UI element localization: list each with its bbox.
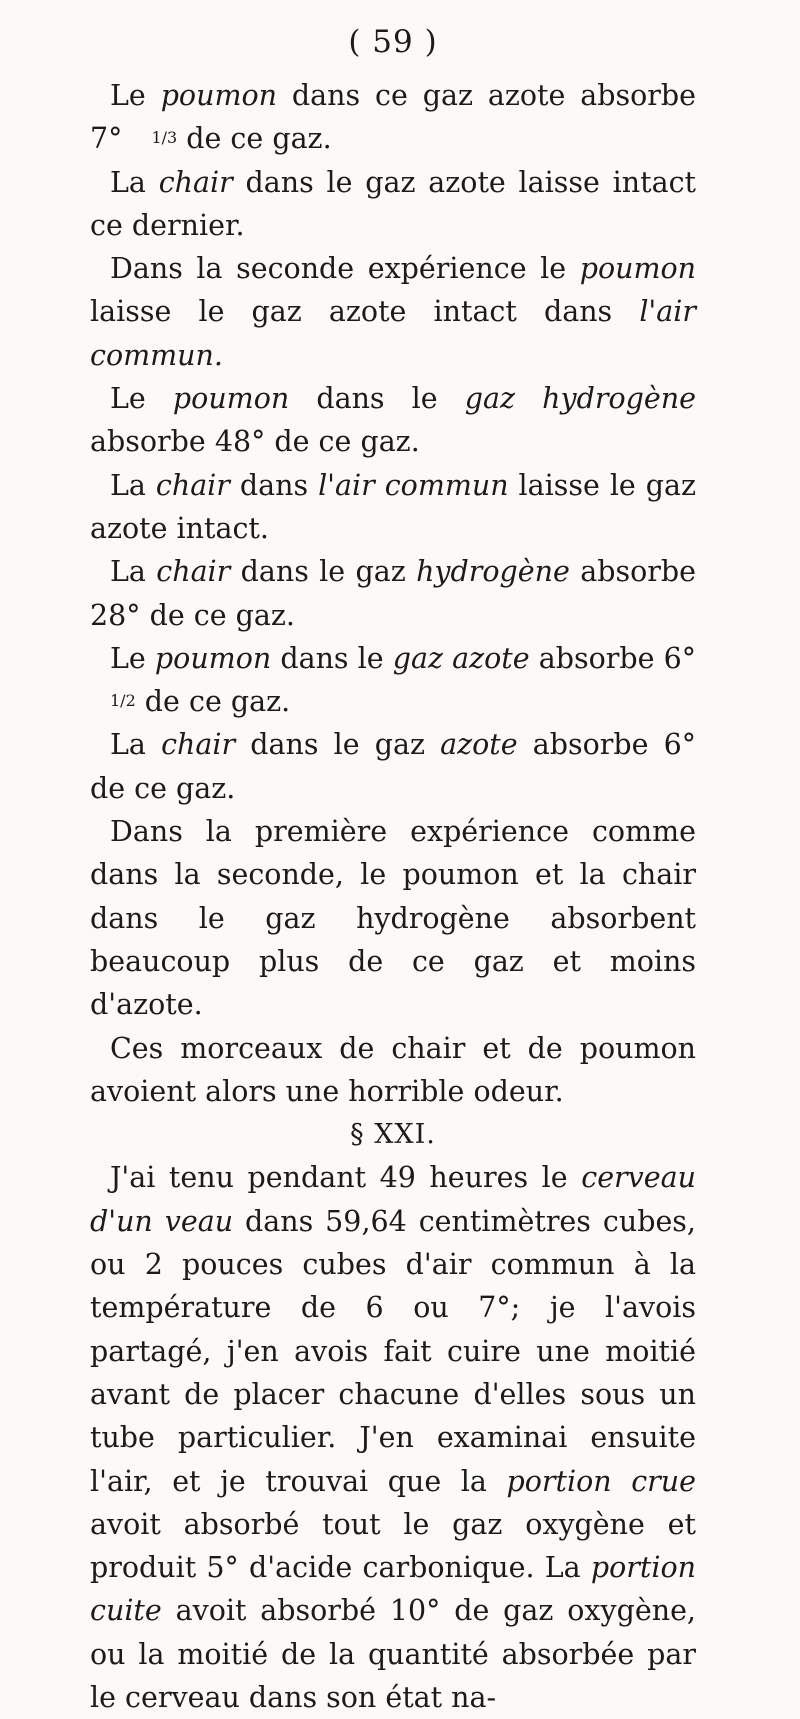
paragraph: [90, 723, 696, 810]
italic-run: gaz hydrogène: [464, 382, 696, 416]
text-run: Dans la seconde expérience le: [110, 252, 580, 286]
paragraph-group-after: [90, 1156, 696, 1719]
text-run: dans ce gaz azote absorbe 7°: [90, 79, 696, 156]
text-run: laisse le gaz azote intact dans: [90, 295, 640, 329]
text-run: absorbe 48° de ce gaz.: [90, 425, 420, 459]
paragraph: [90, 74, 696, 161]
italic-run: poumon: [579, 252, 696, 286]
text-run: dans le: [289, 382, 465, 416]
text-run: Dans la première expérience comme dans la seconde, le poumon et la chair dans le gaz hydrogène absorbent beaucoup plus de ce gaz et moins d'azote.: [90, 815, 696, 1022]
text-run: La: [110, 468, 156, 502]
italic-run: portion crue: [506, 1464, 696, 1498]
paragraph: [90, 377, 696, 464]
paragraph: [90, 637, 696, 724]
text-run: Ces morceaux de chair et de poumon avoient alors une horrible odeur.: [90, 1031, 696, 1108]
text-run: dans: [229, 468, 319, 502]
page-number: ( 59 ): [348, 24, 438, 60]
text-run: La: [110, 555, 157, 589]
italic-run: poumon: [154, 641, 272, 675]
text-run: avoit absorbé tout le gaz oxygène et produit 5° d'acide carbonique. La: [90, 1507, 696, 1585]
paragraph: [90, 1027, 696, 1114]
italic-run: poumon: [172, 382, 290, 416]
text-run: absorbe 28° de ce gaz.: [90, 555, 696, 632]
text-run: laisse le gaz azote intact.: [90, 468, 696, 545]
italic-run: cerveau d'un veau: [90, 1161, 696, 1238]
text-run: J'ai tenu pendant 49 heures le: [110, 1161, 582, 1195]
italic-run: l'air commun: [318, 468, 509, 502]
italic-run: portion cuite: [90, 1551, 696, 1628]
paragraph-group-before: [90, 74, 696, 1113]
text-run: La: [110, 728, 162, 762]
text-run: La: [110, 165, 159, 199]
text-run: Le: [110, 382, 173, 416]
text-run: de ce gaz.: [177, 122, 332, 156]
italic-run: chair: [155, 468, 230, 502]
text-run: dans le: [271, 641, 393, 675]
paragraph: [90, 1156, 696, 1719]
text-run: dans 59,64 centimètres cubes, ou 2 pouces cubes d'air commun à la température de 6 ou 7°; je l'avois partagé, j'en avois fait cuire une moitié avant de placer chacune d'elles sous un tube particulier. J'en examinai ensuite l'air, et je trouvai que la: [90, 1204, 696, 1498]
text-run: Le: [110, 79, 161, 112]
italic-run: gaz azote: [392, 641, 530, 675]
text-run: dans le gaz azote laisse intact ce dernier.: [90, 165, 696, 242]
italic-run: hydrogène: [416, 555, 570, 589]
text-run: absorbe 6°: [529, 641, 696, 675]
text-run: avoit absorbé 10° de gaz oxygène, ou la moitié de la quantité absorbée par le cerveau dans son état na-: [90, 1594, 696, 1714]
paragraph: [90, 550, 696, 637]
italic-run: chair: [158, 165, 233, 199]
section-heading: § XXI.: [350, 1119, 436, 1151]
italic-run: l'air commun.: [90, 295, 696, 372]
text-run: dans le gaz: [230, 555, 417, 589]
paragraph: [90, 161, 696, 248]
text-run: Le: [110, 641, 155, 675]
italic-run: chair: [156, 555, 231, 589]
text-run: de ce gaz.: [135, 685, 291, 719]
paragraph: [90, 464, 696, 551]
paragraph: [90, 247, 696, 377]
body-text: [90, 74, 696, 1719]
italic-run: poumon: [160, 79, 277, 112]
paragraph: [90, 810, 696, 1026]
fraction: 1/3: [151, 127, 178, 147]
text-run: absorbe 6° de ce gaz.: [90, 728, 696, 805]
italic-run: azote: [440, 728, 518, 762]
italic-run: chair: [161, 728, 236, 762]
text-run: dans le gaz: [235, 728, 441, 762]
fraction: 1/2: [110, 690, 136, 710]
